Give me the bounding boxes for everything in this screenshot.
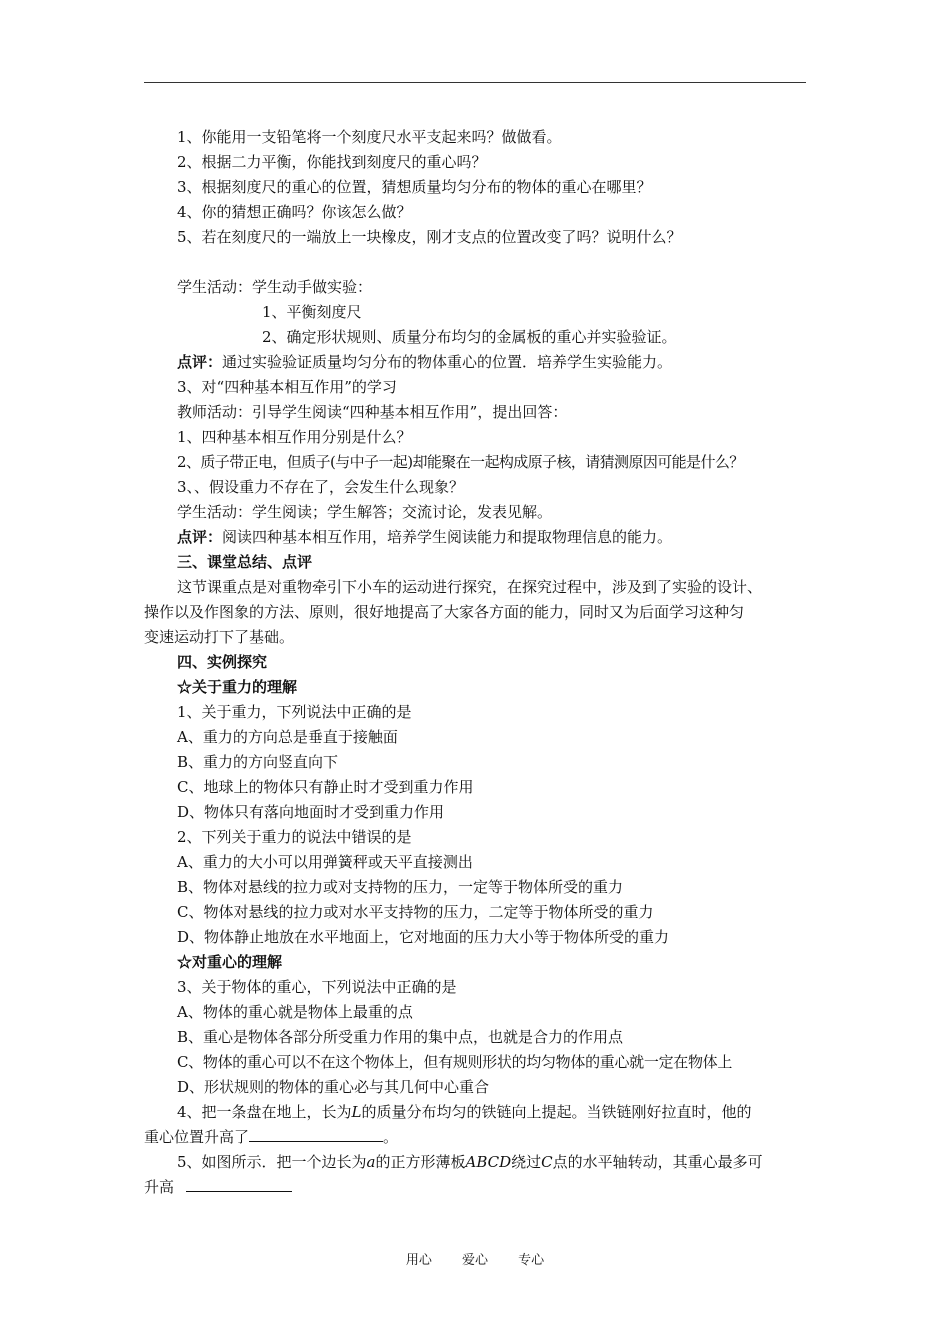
question-stem: 3、关于物体的重心，下列说法中正确的是	[177, 978, 457, 996]
question-4-line-2: 重心位置升高了 。	[144, 1128, 399, 1146]
question-5-line-2: 升高	[144, 1177, 292, 1197]
center-heading: ☆对重心的理解	[177, 953, 283, 971]
variable-c: C	[541, 1153, 553, 1171]
footer-word: 用心	[405, 1253, 432, 1268]
summary-line: 这节课重点是对重物牵引下小车的运动进行探究，在探究过程中，涉及到了实验的设计、	[177, 578, 763, 596]
student-activity-2: 学生活动：学生阅读；学生解答；交流讨论，发表见解。	[177, 503, 553, 521]
question-option: A、重力的大小可以用弹簧秤或天平直接测出	[177, 853, 473, 871]
question-4-line-1: 4、把一条盘在地上，长为L的质量分布均匀的铁链向上提起。当铁链刚好拉直时，他的	[177, 1103, 752, 1121]
interaction-question: 1、四种基本相互作用分别是什么？	[177, 428, 412, 446]
comment-label: 点评：	[177, 353, 223, 371]
summary-heading: 三、课堂总结、点评	[177, 553, 313, 571]
question-option: C、地球上的物体只有静止时才受到重力作用	[177, 778, 474, 796]
variable-abcd: ABCD	[465, 1153, 512, 1171]
question-option: C、物体的重心可以不在这个物体上，但有规则形状的均匀物体的重心就一定在物体上	[177, 1053, 733, 1071]
variable-l: L	[351, 1103, 362, 1121]
question-option: A、重力的方向总是垂直于接触面	[177, 728, 398, 746]
page-footer	[0, 1249, 950, 1268]
header-rule	[144, 82, 806, 83]
question-option: D、物体静止地放在水平地面上，它对地面的压力大小等于物体所受的重力	[177, 928, 670, 946]
gravity-heading: ☆关于重力的理解	[177, 678, 298, 696]
question-option: B、重力的方向竖直向下	[177, 753, 339, 771]
answer-blank[interactable]	[186, 1177, 292, 1192]
comment-label: 点评：	[177, 528, 223, 546]
question-stem: 2、下列关于重力的说法中错误的是	[177, 828, 412, 846]
question-5-line-1: 5、如图所示．把一个边长为a的正方形薄板ABCD绕过C点的水平轴转动，其重心最多可	[177, 1153, 763, 1171]
question-option: D、物体只有落向地面时才受到重力作用	[177, 803, 445, 821]
summary-line: 变速运动打下了基础。	[144, 628, 295, 646]
question-option: D、形状规则的物体的重心必与其几何中心重合	[177, 1078, 490, 1096]
comment-1	[177, 352, 672, 372]
experiment-question: 5、若在刻度尺的一端放上一块橡皮，刚才支点的位置改变了吗？说明什么？	[177, 228, 682, 246]
examples-heading: 四、实例探究	[177, 653, 268, 671]
comment-2	[177, 527, 672, 547]
teacher-activity: 教师活动：引导学生阅读“四种基本相互作用”，提出回答：	[177, 403, 568, 421]
variable-a: a	[366, 1153, 376, 1171]
experiment-question: 1、你能用一支铅笔将一个刻度尺水平支起来吗？做做看。	[177, 128, 562, 146]
answer-blank[interactable]	[249, 1127, 383, 1142]
experiment-question: 2、根据二力平衡，你能找到刻度尺的重心吗？	[177, 153, 487, 171]
question-option: B、物体对悬线的拉力或对支持物的压力，一定等于物体所受的重力	[177, 878, 624, 896]
question-stem: 1、关于重力，下列说法中正确的是	[177, 703, 412, 721]
question-option: C、物体对悬线的拉力或对水平支持物的压力，二定等于物体所受的重力	[177, 903, 654, 921]
experiment-question: 3、根据刻度尺的重心的位置，猜想质量均匀分布的物体的重心在哪里？	[177, 178, 652, 196]
footer-word: 爱心	[461, 1253, 488, 1268]
activity-item: 2、确定形状规则、质量分布均匀的金属板的重心并实验验证。	[262, 328, 677, 346]
question-option: B、重心是物体各部分所受重力作用的集中点，也就是合力的作用点	[177, 1028, 624, 1046]
summary-line: 操作以及作图象的方法、原则，很好地提高了大家各方面的能力，同时又为后面学习这种匀	[144, 603, 745, 621]
comment-text: 通过实验验证质量均匀分布的物体重心的位置．培养学生实验能力。	[222, 353, 673, 371]
question-option: A、物体的重心就是物体上最重的点	[177, 1003, 413, 1021]
section-3-title: 3、对“四种基本相互作用”的学习	[177, 378, 397, 396]
comment-text: 阅读四种基本相互作用，培养学生阅读能力和提取物理信息的能力。	[222, 528, 673, 546]
student-activity-label: 学生活动：学生动手做实验：	[177, 278, 373, 296]
interaction-question: 2、质子带正电，但质子(与中子一起)却能聚在一起构成原子核，请猜测原因可能是什么？	[177, 453, 744, 471]
experiment-question: 4、你的猜想正确吗？你该怎么做？	[177, 203, 412, 221]
activity-item: 1、平衡刻度尺	[262, 303, 362, 321]
interaction-question: 3、、假设重力不存在了，会发生什么现象？	[177, 478, 465, 496]
footer-word: 专心	[518, 1253, 545, 1268]
